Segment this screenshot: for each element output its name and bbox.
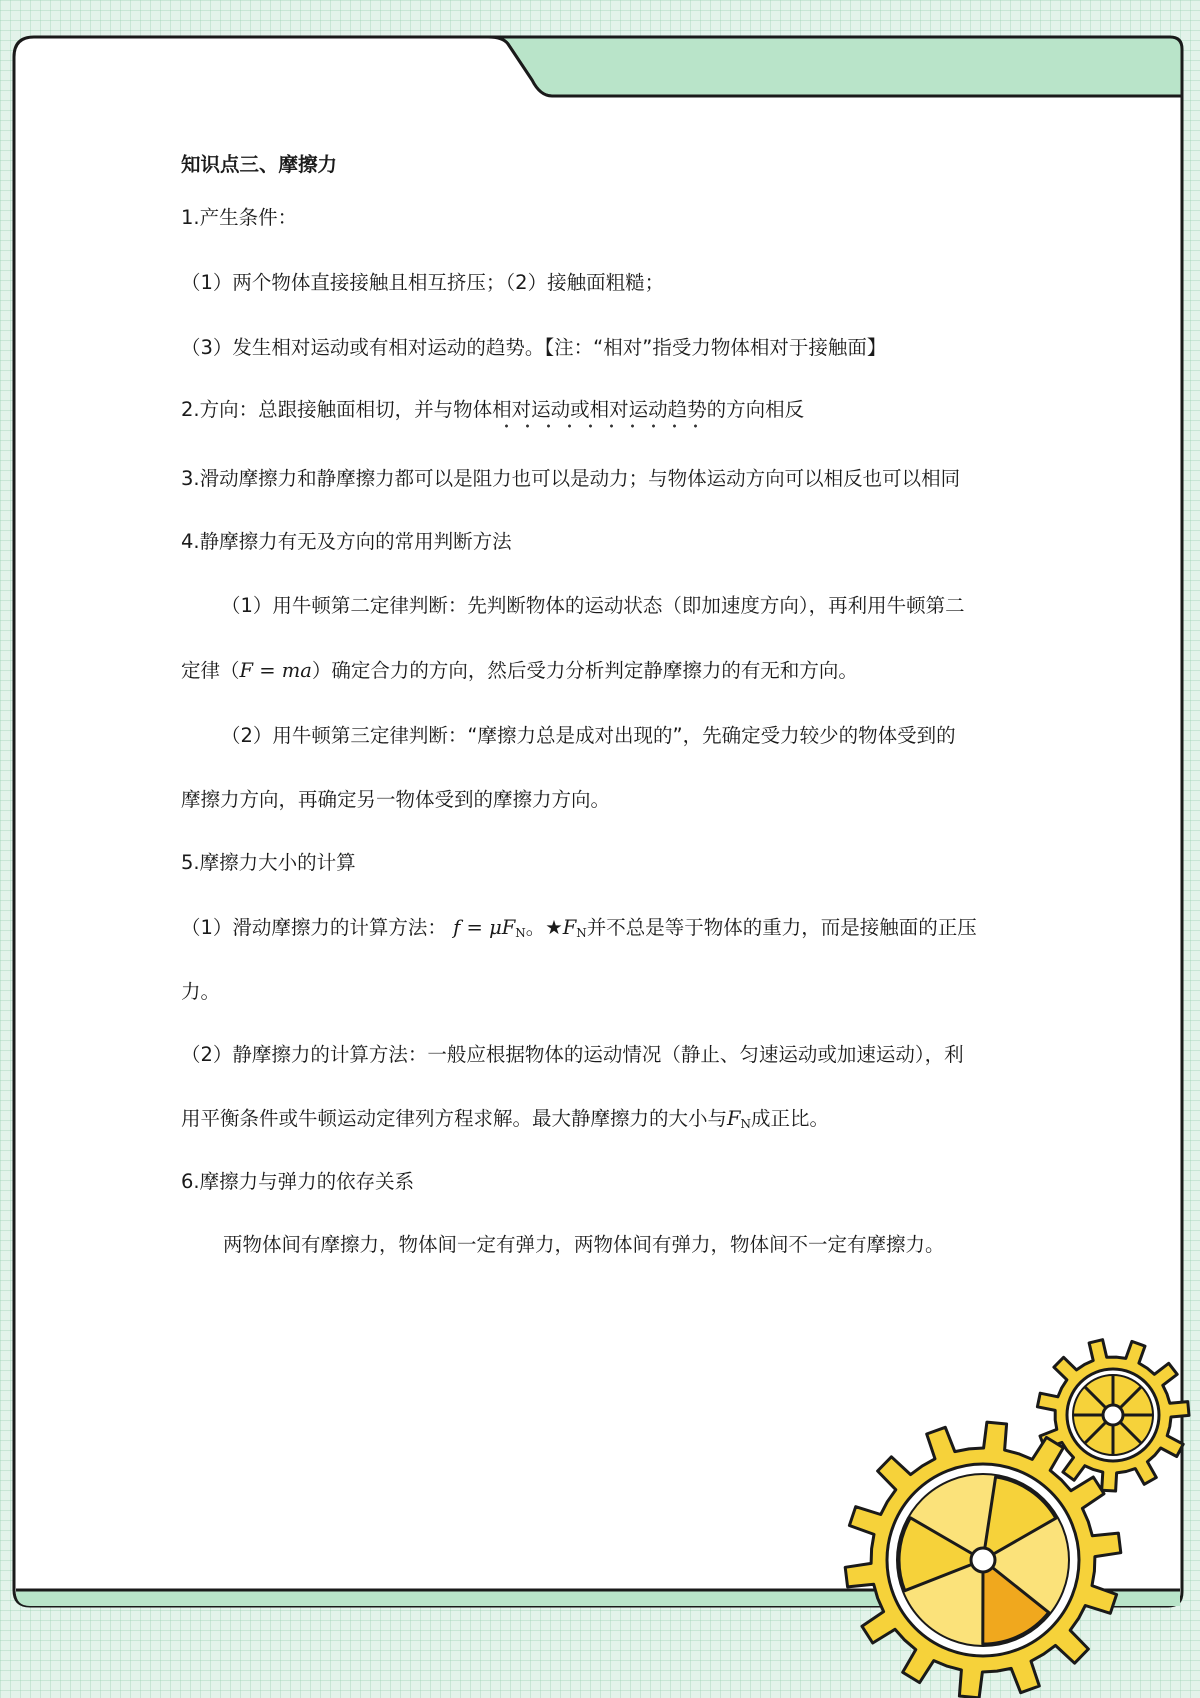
s5-p2-a: 用平衡条件或牛顿运动定律列方程求解。最大静摩擦力的大小与 (181, 1107, 728, 1130)
s4-p1-a: 定律（ (181, 659, 240, 682)
s5-p2-line1: （2）静摩擦力的计算方法：一般应根据物体的运动情况（静止、匀速运动或加速运动），利 (181, 1043, 964, 1066)
s6-body: 两物体间有摩擦力，物体间一定有弹力，两物体间有弹力，物体间不一定有摩擦力。 (223, 1233, 945, 1256)
s3-text: 3.滑动摩擦力和静摩擦力都可以是阻力也可以是动力；与物体运动方向可以相反也可以相同 (181, 467, 961, 490)
s5-p1-b: 。★ (525, 916, 563, 939)
s4-title: 4.静摩擦力有无及方向的常用判断方法 (181, 530, 512, 553)
s4-p1-line1: （1）用牛顿第二定律判断：先判断物体的运动状态（即加速度方向），再利用牛顿第二 (221, 594, 965, 617)
section-heading: 知识点三、摩擦力 (181, 153, 338, 176)
s2-prefix: 2.方向：总跟接触面相切，并与物体 (181, 398, 493, 421)
newton-second-law-formula: F = ma (239, 659, 312, 682)
normal-force-symbol: F (562, 916, 577, 939)
normal-subscript-2: N (576, 926, 587, 940)
s5-p1-line2: 力。 (181, 980, 221, 1003)
small-gear-icon (1037, 1340, 1189, 1491)
s4-p2-line2: 摩擦力方向，再确定另一物体受到的摩擦力方向。 (181, 788, 611, 811)
s1-line1: （1）两个物体直接接触且相互挤压；（2）接触面粗糙； (181, 271, 665, 294)
normal-force-symbol-2: F (727, 1107, 741, 1130)
normal-subscript-3: N (740, 1117, 752, 1131)
s2-emphasis: 相对运动或相对运动趋势 (492, 398, 707, 429)
s5-p2-b: 成正比。 (751, 1107, 830, 1130)
kinetic-friction-formula: f = μF (453, 916, 516, 939)
s4-p2-line1: （2）用牛顿第三定律判断：“摩擦力总是成对出现的”，先确定受力较少的物体受到的 (221, 724, 956, 747)
s1-line2: （3）发生相对运动或有相对运动的趋势。【注：“相对”指受力物体相对于接触面】 (181, 336, 887, 359)
s5-title: 5.摩擦力大小的计算 (181, 851, 356, 874)
s2-suffix: 的方向相反 (706, 398, 805, 421)
s5-p1-a: （1）滑动摩擦力的计算方法： (181, 916, 447, 939)
normal-subscript: N (515, 926, 526, 940)
s1-title: 1.产生条件： (181, 206, 298, 229)
s6-title: 6.摩擦力与弹力的依存关系 (181, 1170, 415, 1193)
s4-p1-b: ）确定合力的方向，然后受力分析判定静摩擦力的有无和方向。 (311, 659, 858, 682)
s5-p1-c: 并不总是等于物体的重力，而是接触面的正压 (586, 916, 977, 939)
